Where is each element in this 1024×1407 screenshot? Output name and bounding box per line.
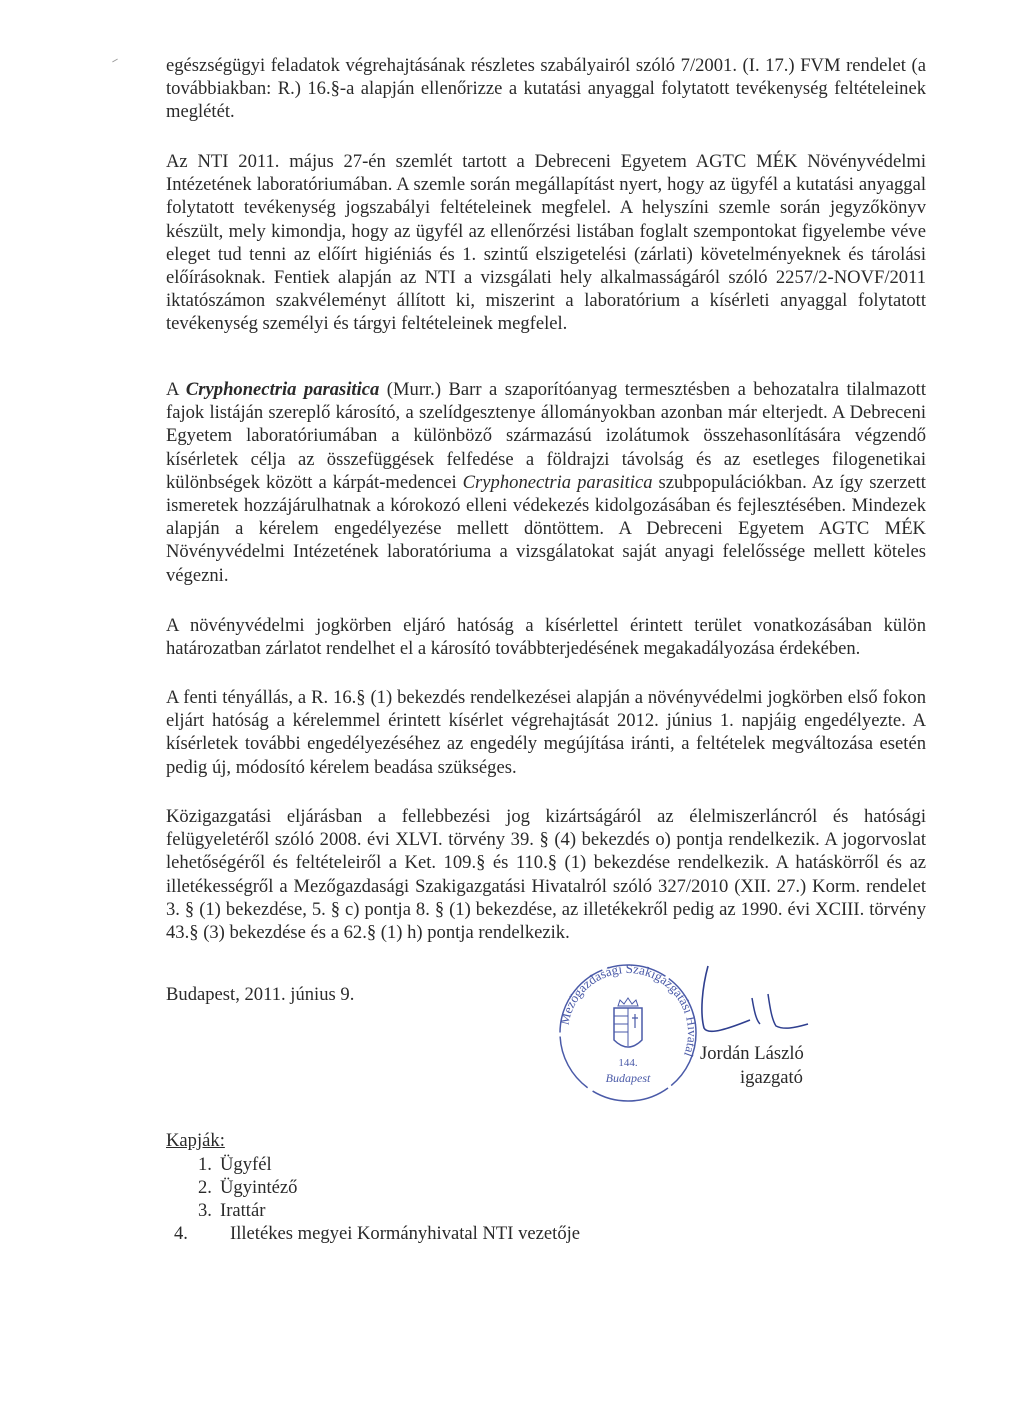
- paragraph-inspection: Az NTI 2011. május 27-én szemlét tartott a Debreceni Egyetem AGTC MÉK Növényvédelmi Intézetének laboratóriumában. A szemle során megállapítást nyert, hogy az ügyfél a kutatási anyaggal folytatott tevékenység jogszabályi feltételeinek megfelel. A helyszíni szemle során jegyzőkönyv készült, mely kimondja, hogy az ügyfél az ellenőrzési listában foglalt szempontokat figyelembe véve eleget tud tenni az előírt higiéniás és 1. szintű elszigetelési (zárlati) követelményeknek és tárolási előírásoknak. Fentiek alapján az NTI a vizsgálati hely alkalmasságáról szóló 2257/2-NOVF/2011 iktatószámon szakvéleményt állított ki, miszerint a laboratórium a kísérleti anyaggal folytatott tevékenység személyi és tárgyi feltételeinek megfelel.: [166, 151, 926, 335]
- signer-name: Jordán László: [700, 1043, 804, 1064]
- stamp-city: Budapest: [605, 1071, 651, 1085]
- signer-block: [700, 1042, 804, 1090]
- species-name: Cryphonectria parasitica: [185, 379, 380, 400]
- stamp-number: 144.: [618, 1057, 638, 1069]
- signer-title: igazgató: [740, 1067, 803, 1088]
- recipient-item: 2. Ügyintéző: [198, 1177, 298, 1198]
- recipient-item: 1. Ügyfél: [198, 1154, 272, 1175]
- paragraph-species: A Cryphonectria parasitica (Murr.) Barr a szaporítóanyag termesztésben a behozatalra tilalmazott fajok listáján szereplő károsító, a szelídgesztenye állományokban azonban már elterjedt. A Debreceni Egyetem laboratóriumában a különböző származású izolátumok összehasonlítására végzendő kísérletek célja az összefüggések felfedése a földrajzi távolság és az esetleges filogenetikai különbségek között a kárpát-medencei Cryphonectria parasitica szubpopulációkban. Az így szerzett ismeretek hozzájárulhatnak a kórokozó elleni védekezés kidolgozásában és fejlesztésében. Mindezek alapján a kérelem engedélyezése mellett döntöttem. A Debreceni Egyetem AGTC MÉK Növényvédelmi Intézetének laboratóriuma a vizsgálatokat saját anyagi felelőssége mellett köteles végezni.: [166, 379, 926, 586]
- official-stamp: [548, 958, 708, 1108]
- recipient-item: 4. Illetékes megyei Kormányhivatal NTI vezetője: [174, 1223, 581, 1244]
- stamp-ring-text: Mezőgazdasági Szakigazgatási Hivatal: [556, 960, 701, 1059]
- place-date: Budapest, 2011. június 9.: [166, 984, 355, 1005]
- paragraph-legal-remedy: Közigazgatási eljárásban a fellebbezési jog kizártságáról az élelmiszerláncról és hatósági felügyeletéről szóló 2008. évi XLVI. törvény 39. § (4) bekezdés o) pontja rendelkezik. A jogorvoslat lehetőségéről és feltételeiről a Ket. 109.§ és 110.§ (1) bekezdése rendelkezik. A hatáskörről és az illetékességről a Mezőgazdasági Szakigazgatási Hivatalról szóló 327/2010 (XII. 27.) Korm. rendelet 3. § (1) bekezdése, 5. § c) pontja 8. § (1) bekezdése, az illetékekről pedig az 1990. évi XCIII. törvény 43.§ (3) bekezdése és a 62.§ (1) h) pontja rendelkezik.: [166, 806, 926, 944]
- coat-of-arms-icon: [614, 998, 642, 1047]
- handwritten-signature: [690, 958, 830, 1048]
- paragraph-authorization: A fenti tényállás, a R. 16.§ (1) bekezdés rendelkezései alapján a növényvédelmi jogkörben első fokon eljárt hatóság a kérelemmel érintett kísérlet végrehajtását 2012. június 1. napjáig engedélyezte. A kísérletek további engedélyezéséhez az engedély megújítása iránti, a feltételek megváltozása esetén pedig új, módosító kérelem beadása szükséges.: [166, 687, 926, 778]
- paragraph-regulation-ref: egészségügyi feladatok végrehajtásának részletes szabályairól szóló 7/2001. (I. 17.) FVM rendelet (a továbbiakban: R.) 16.§-a alapján ellenőrizze a kutatási anyaggal folytatott tevékenység feltételeinek meglétét.: [166, 55, 926, 123]
- recipients-heading: Kapják:: [166, 1130, 225, 1151]
- species-name-2: Cryphonectria parasitica: [462, 471, 653, 493]
- scan-mark: [112, 59, 118, 63]
- recipient-item: 3. Irattár: [198, 1200, 266, 1221]
- paragraph-quarantine: A növényvédelmi jogkörben eljáró hatóság a kísérlettel érintett terület vonatkozásában külön határozatban zárlatot rendelhet el a károsító továbbterjedésének megakadályozása érdekében.: [166, 615, 926, 660]
